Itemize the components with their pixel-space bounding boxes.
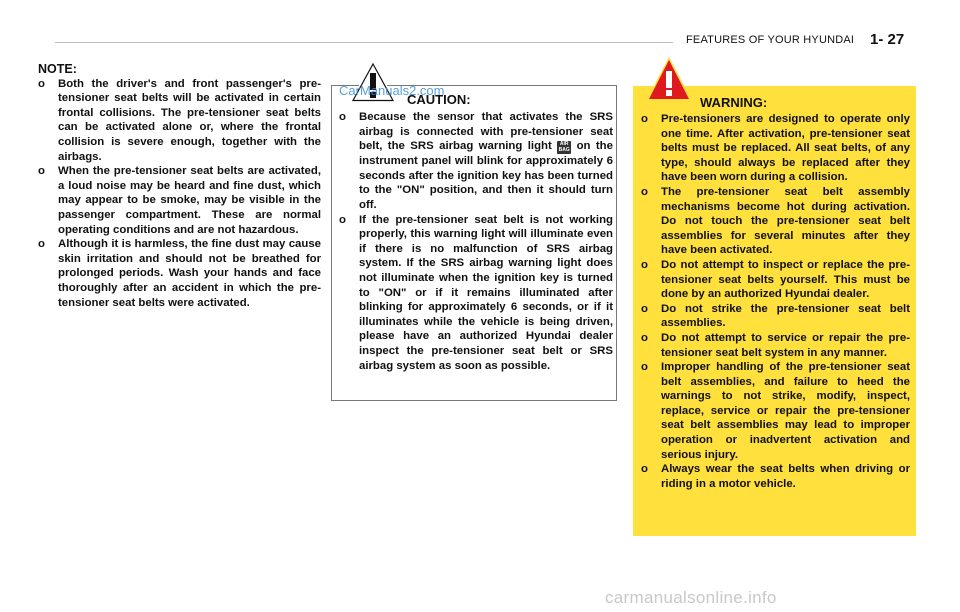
list-item [38, 77, 321, 165]
list-item-text: The pre-tensioner seat belt assembly mechanisms become hot during activation. Do not touch the pre-tensioner seat belt assemblies for several minutes after they have been activated. [661, 185, 910, 257]
bullet: o [641, 463, 648, 476]
warning-title: WARNING: [700, 95, 768, 110]
list-item [641, 331, 910, 360]
watermark-top: CarManuals2.com [339, 83, 445, 98]
list-item-text: Improper handling of the pre-tensioner seat belt assemblies, and failure to heed the warnings to not strike, modify, inspect, replace, service or repair the pre-tensioner seat belt assemblies may lead to improper operation or inadvertent activation and serious injury. [661, 361, 910, 461]
list-item [641, 185, 910, 258]
bullet: o [339, 111, 346, 123]
section-title: FEATURES OF YOUR HYUNDAI [686, 34, 855, 46]
note-list [38, 77, 321, 311]
airbag-warning-light-icon: AIR BAG [558, 141, 570, 154]
bullet: o [641, 302, 648, 315]
warning-list [641, 112, 910, 491]
list-item-text: Do not strike the pre-tensioner seat belt assemblies. [661, 302, 910, 330]
bullet: o [641, 331, 648, 344]
list-item [339, 110, 613, 213]
header-rule [55, 42, 673, 43]
list-item-text: If the pre-tensioner seat belt is not working properly, this warning light will illuminate even if there is no malfunction of SRS airbag system. If the SRS airbag warning light does not illuminate when the ignition key is turned to "ON" or if it remains illuminated after blinking for approximately 6 seconds, or if it illuminates while the vehicle is being driven, please have an authorized Hyundai dealer inspect the pre-tensioner seat belt or SRS airbag system as soon as possible. [359, 213, 613, 372]
list-item-text: Do not attempt to service or repair the pre-tensioner seat belt system in any manner. [661, 331, 910, 359]
warning-triangle-icon [645, 56, 693, 102]
watermark-footer: carmanualsonline.info [605, 588, 777, 607]
bullet: o [641, 185, 648, 198]
list-item [38, 164, 321, 237]
list-item [641, 302, 910, 331]
list-item-text: Although it is harmless, the fine dust may cause skin irritation and should not be breathed for prolonged periods. Wash your hands and face thoroughly after an accident in which the pre-tensioner seat belts were activated. [58, 238, 321, 309]
bullet: o [641, 113, 648, 125]
bullet: o [641, 258, 648, 271]
list-item-text: Because the sensor that activates the SRS airbag is connected with pre-tensioner seat belt, the SRS airbag warning light [359, 111, 613, 153]
bullet: o [339, 213, 346, 226]
list-item [641, 462, 910, 491]
bullet: o [38, 77, 45, 90]
list-item-text: on the instrument panel will blink for approximately 6 seconds after the ignition key has been turned to the "ON" position, and then it should turn off. [359, 140, 613, 211]
list-item-text: Pre-tensioners are designed to operate only one time. After activation, pre-tensioner seat belts must be replaced. All seat belts, of any type, should always be replaced after they have been worn during a collision. [661, 113, 910, 184]
list-item [38, 237, 321, 310]
bullet: o [38, 165, 45, 178]
caution-title: CAUTION: [407, 92, 471, 107]
bullet: o [641, 361, 648, 374]
list-item [641, 258, 910, 302]
list-item-text: Both the driver's and front passenger's pre-tensioner seat belts will be activated in certain frontal collisions. The pre-tensioner seat belts can be activated alone or, where the frontal collision is severe enough, together with the airbags. [58, 77, 321, 163]
list-item-text: Do not attempt to inspect or replace the pre-tensioner seat belts yourself. This must be done by an authorized Hyundai dealer. [661, 258, 910, 301]
warning-body [641, 112, 910, 491]
note-title: NOTE: [38, 62, 77, 76]
caution-body [339, 110, 613, 373]
note-section [38, 62, 321, 310]
list-item [641, 112, 910, 185]
list-item-text: When the pre-tensioner seat belts are activated, a loud noise may be heard and fine dust, which may appear to be smoke, may be visible in the passenger compartment. These are normal operating conditions and are not hazardous. [58, 165, 321, 236]
caution-list [339, 110, 613, 373]
page-number: 1- 27 [870, 31, 905, 48]
list-item [641, 360, 910, 462]
list-item [339, 213, 613, 374]
bullet: o [38, 238, 45, 251]
list-item-text: Always wear the seat belts when driving or riding in a motor vehicle. [661, 463, 910, 490]
